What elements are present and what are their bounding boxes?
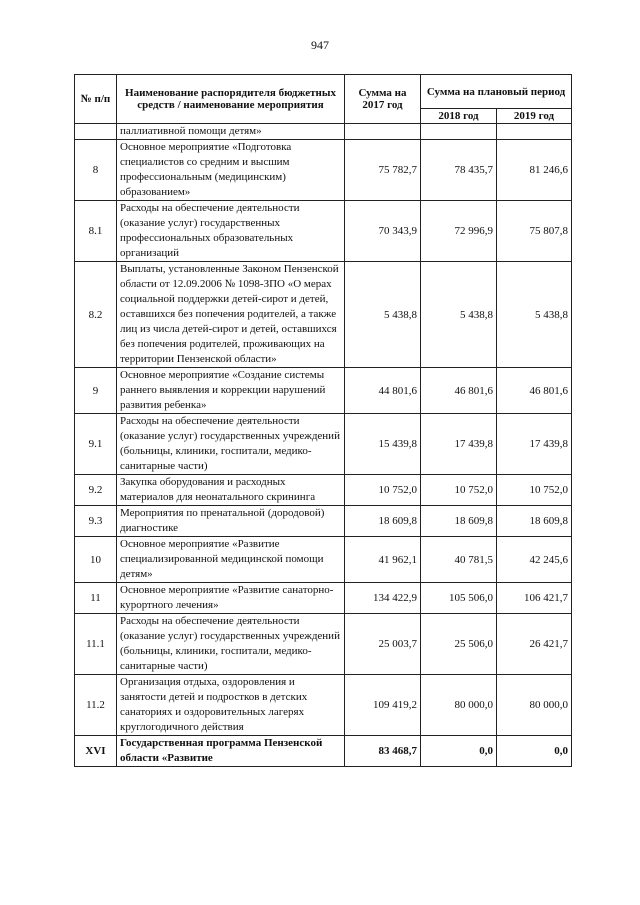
table-row [75,614,572,675]
row-sum-2017: 15 439,8 [345,414,421,475]
row-sum-2018: 40 781,5 [421,537,497,583]
row-number: 9.1 [75,414,117,475]
row-sum-2017: 83 468,7 [345,736,421,767]
row-sum-2019: 26 421,7 [497,614,572,675]
row-number: 10 [75,537,117,583]
row-name: Основное мероприятие «Развитие специализированной медицинской помощи детям» [117,537,345,583]
table-row [75,124,572,140]
row-sum-2018: 105 506,0 [421,583,497,614]
row-sum-2018: 78 435,7 [421,140,497,201]
row-sum-2017: 75 782,7 [345,140,421,201]
header-sum-2017: Сумма на 2017 год [345,75,421,124]
header-year-2018: 2018 год [421,109,497,124]
row-sum-2019: 17 439,8 [497,414,572,475]
table-row [75,368,572,414]
row-sum-2017: 5 438,8 [345,262,421,368]
row-sum-2019: 81 246,6 [497,140,572,201]
row-sum-2017: 25 003,7 [345,614,421,675]
row-name: Выплаты, установленные Законом Пензенской области от 12.09.2006 № 1098-ЗПО «О мерах социальной поддержки детей-сирот и детей, оставшихся без попечения родителей, а также лиц из числа детей-сирот и детей, оставшихся без попечения родителей, проживающих на территории Пензенской области» [117,262,345,368]
row-number [75,124,117,140]
table-row [75,475,572,506]
row-name: паллиативной помощи детям» [117,124,345,140]
row-sum-2019: 75 807,8 [497,201,572,262]
table-row [75,140,572,201]
row-sum-2017: 109 419,2 [345,675,421,736]
row-name: Закупка оборудования и расходных материалов для неонатального скрининга [117,475,345,506]
table-row [75,506,572,537]
table-row [75,537,572,583]
row-number: 8 [75,140,117,201]
row-sum-2017: 10 752,0 [345,475,421,506]
table-body [75,124,572,767]
row-name: Расходы на обеспечение деятельности (оказание услуг) государственных учреждений (больницы, клиники, госпитали, медико-санитарные части) [117,414,345,475]
row-name: Основное мероприятие «Развитие санаторно-курортного лечения» [117,583,345,614]
row-sum-2018: 72 996,9 [421,201,497,262]
row-number: 9.2 [75,475,117,506]
table-row [75,675,572,736]
row-sum-2019: 106 421,7 [497,583,572,614]
row-sum-2017: 44 801,6 [345,368,421,414]
row-sum-2018: 0,0 [421,736,497,767]
row-sum-2017: 18 609,8 [345,506,421,537]
row-sum-2018: 80 000,0 [421,675,497,736]
row-number: 8.2 [75,262,117,368]
row-number: 8.1 [75,201,117,262]
row-sum-2017: 70 343,9 [345,201,421,262]
table-row [75,583,572,614]
row-name: Расходы на обеспечение деятельности (оказание услуг) государственных учреждений (больницы, клиники, госпитали, медико-санитарные части) [117,614,345,675]
row-sum-2019: 0,0 [497,736,572,767]
header-sum-plan: Сумма на плановый период [421,75,572,109]
row-sum-2017: 41 962,1 [345,537,421,583]
row-number: 11.2 [75,675,117,736]
table-row [75,736,572,767]
row-sum-2018: 25 506,0 [421,614,497,675]
header-year-2019: 2019 год [497,109,572,124]
row-number: XVI [75,736,117,767]
row-sum-2019 [497,124,572,140]
row-sum-2019: 80 000,0 [497,675,572,736]
row-name: Государственная программа Пензенской области «Развитие [117,736,345,767]
table-header [75,75,572,124]
row-sum-2018 [421,124,497,140]
budget-table [74,74,572,767]
row-number: 11.1 [75,614,117,675]
row-sum-2018: 17 439,8 [421,414,497,475]
row-sum-2017 [345,124,421,140]
row-sum-2018: 46 801,6 [421,368,497,414]
row-sum-2019: 46 801,6 [497,368,572,414]
row-name: Основное мероприятие «Подготовка специалистов со средним и высшим профессиональным (медицинским) образованием» [117,140,345,201]
row-name: Мероприятия по пренатальной (дородовой) диагностике [117,506,345,537]
row-sum-2019: 18 609,8 [497,506,572,537]
row-sum-2019: 10 752,0 [497,475,572,506]
row-sum-2018: 10 752,0 [421,475,497,506]
row-number: 9.3 [75,506,117,537]
row-name: Расходы на обеспечение деятельности (оказание услуг) государственных профессиональных образовательных организаций [117,201,345,262]
row-number: 11 [75,583,117,614]
table-row [75,414,572,475]
row-sum-2017: 134 422,9 [345,583,421,614]
table-row [75,201,572,262]
page-number: 947 [311,38,329,52]
row-sum-2019: 42 245,6 [497,537,572,583]
row-name: Организация отдыха, оздоровления и занятости детей и подростков в детских санаториях и оздоровительных лагерях круглогодичного действия [117,675,345,736]
row-sum-2018: 18 609,8 [421,506,497,537]
header-number: № п/п [75,75,117,124]
row-name: Основное мероприятие «Создание системы раннего выявления и коррекции нарушений развития ребенка» [117,368,345,414]
row-sum-2018: 5 438,8 [421,262,497,368]
table-row [75,262,572,368]
row-sum-2019: 5 438,8 [497,262,572,368]
row-number: 9 [75,368,117,414]
header-name: Наименование распорядителя бюджетных средств / наименование мероприятия [117,75,345,124]
